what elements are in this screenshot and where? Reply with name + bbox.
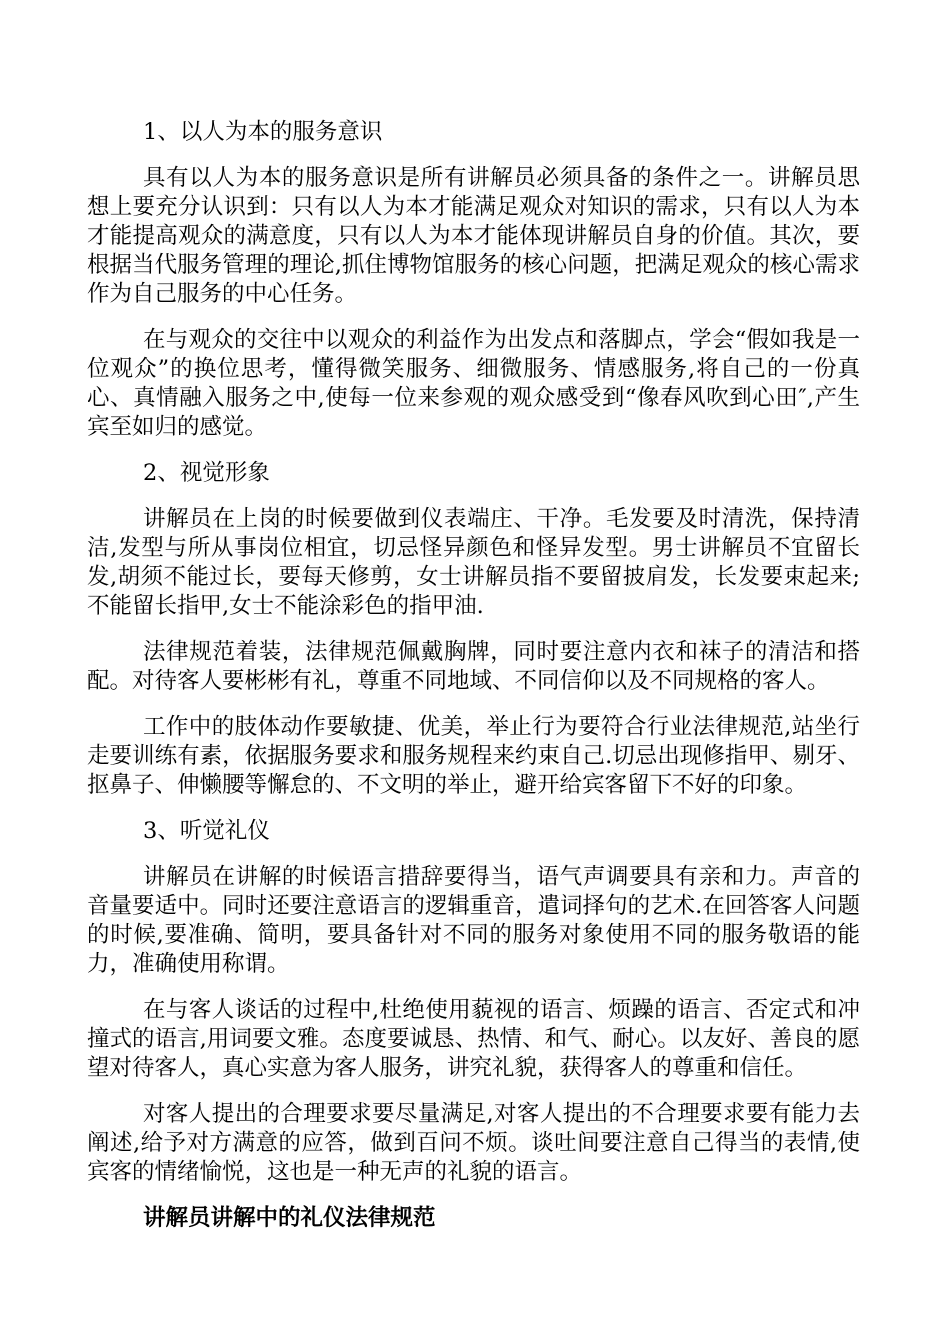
section-3-paragraph-1: 讲解员在讲解的时候语言措辞要得当，语气声调要具有亲和力。声音的音量要适中。同时还要注意语言的逻辑重音，遣词择句的艺术.在回答客人问题的时候,要准确、简明，要具备针对不同的服务对象使用不同的服务敬语的能力，准确使用称谓。 — [87, 864, 860, 977]
section-2-paragraph-3: 工作中的肢体动作要敏捷、优美，举止行为要符合行业法律规范,站坐行走要训练有素，依据服务要求和服务规程来约束自己.切忌出现修指甲、剔牙、抠鼻子、伸懒腰等懈怠的、不文明的举止，避开给宾客留下不好的印象。 — [87, 714, 860, 798]
section-1-paragraph-1: 具有以人为本的服务意识是所有讲解员必须具备的条件之一。讲解员思想上要充分认识到：只有以人为本才能满足观众对知识的需求，只有以人为本才能提高观众的满意度，只有以人为本才能体现讲解员自身的价值。其次，要根据当代服务管理的理论,抓住博物馆服务的核心问题，把满足观众的核心需求作为自己服务的中心任务。 — [87, 165, 860, 307]
section-3-paragraph-3: 对客人提出的合理要求要尽量满足,对客人提出的不合理要求要有能力去阐述,给予对方满意的应答，做到百问不烦。谈吐间要注意自己得当的表情,使宾客的情绪愉悦，这也是一种无声的礼貌的语言。 — [87, 1101, 860, 1185]
section-2-paragraph-1: 讲解员在上岗的时候要做到仪表端庄、干净。毛发要及时清洗，保持清洁,发型与所从事岗位相宜，切忌怪异颜色和怪异发型。男士讲解员不宜留长发,胡须不能过长，要每天修剪，女士讲解员指不要留披肩发，长发要束起来;不能留长指甲,女士不能涂彩色的指甲油. — [87, 506, 860, 619]
section-2-paragraph-2: 法律规范着装，法律规范佩戴胸牌，同时要注意内衣和袜子的清洁和搭配。对待客人要彬彬有礼，尊重不同地域、不同信仰以及不同规格的客人。 — [87, 639, 860, 694]
section-2-heading: 2、视觉形象 — [143, 460, 270, 486]
section-3-paragraph-2: 在与客人谈话的过程中,杜绝使用藐视的语言、烦躁的语言、否定式和冲撞式的语言,用词要文雅。态度要诚恳、热情、和气、耐心。以友好、善良的愿望对待客人，真心实意为客人服务，讲究礼貌，获得客人的尊重和信任。 — [87, 997, 860, 1081]
section-1-paragraph-2: 在与观众的交往中以观众的利益作为出发点和落脚点，学会“假如我是一位观众”的换位思考，懂得微笑服务、细微服务、情感服务,将自己的一份真心、真情融入服务之中,使每一位来参观的观众感受到“像春风吹到心田″,产生宾至如归的感觉。 — [87, 327, 860, 440]
section-1-heading: 1、以人为本的服务意识 — [143, 119, 383, 145]
closing-title: 讲解员讲解中的礼仪法律规范 — [143, 1205, 436, 1231]
section-3-heading: 3、听觉礼仪 — [143, 818, 270, 844]
